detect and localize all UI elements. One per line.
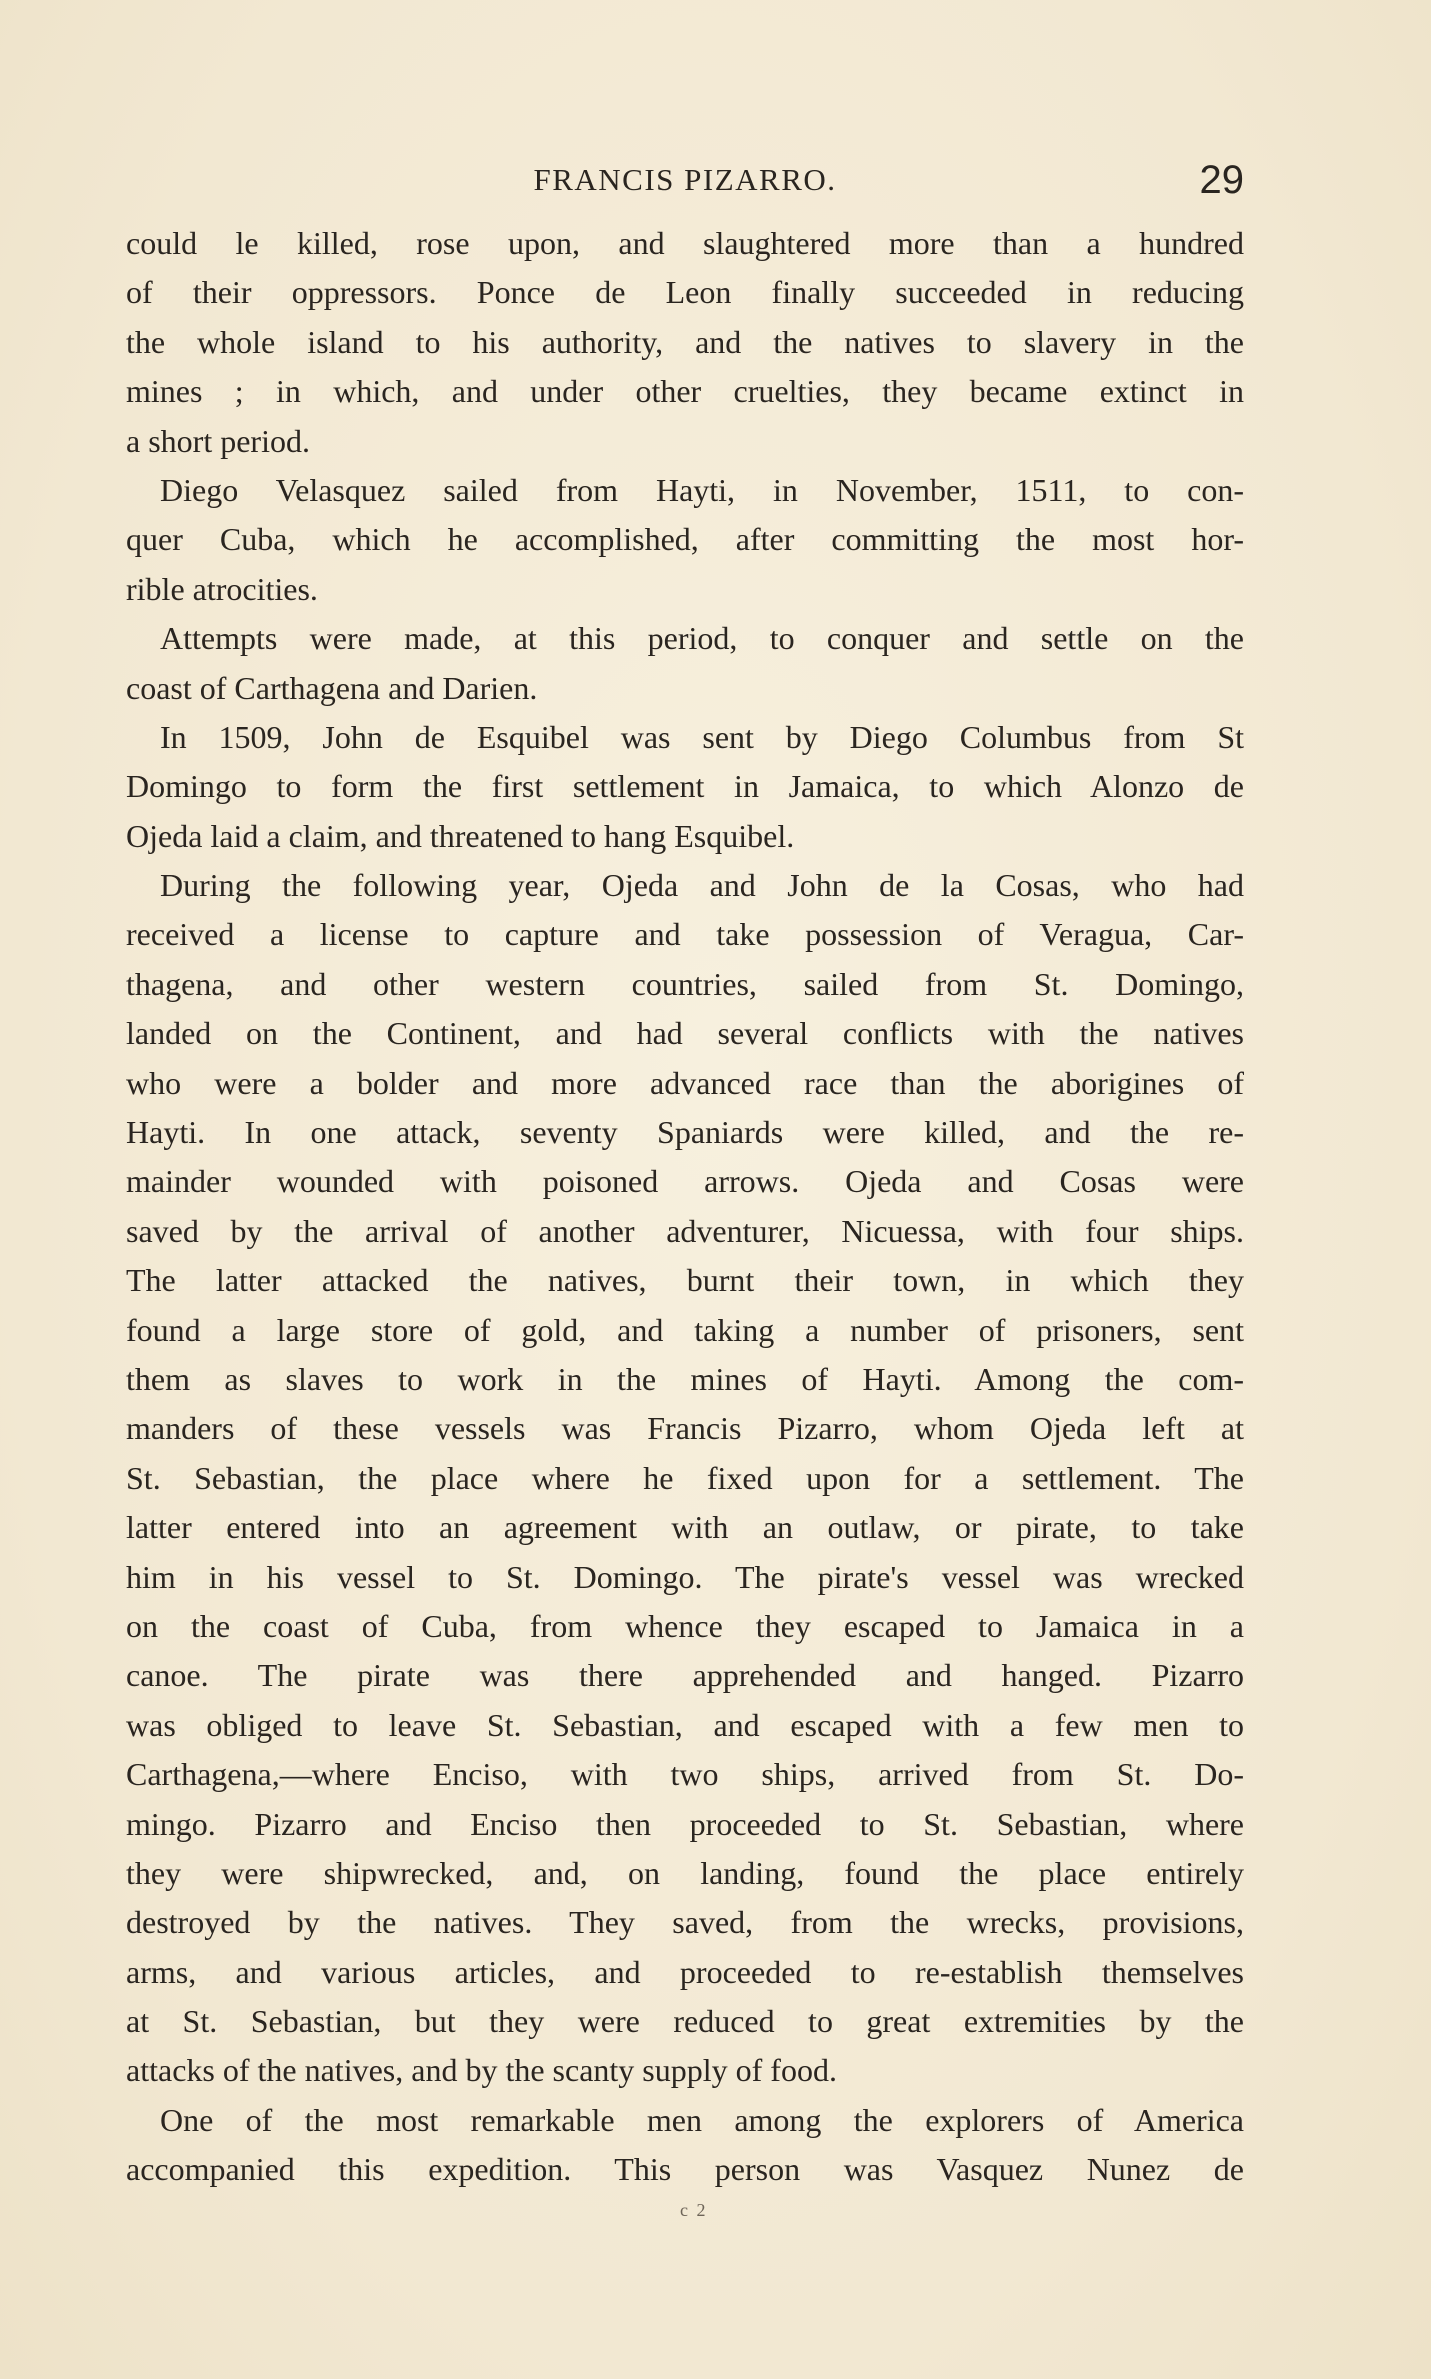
text-line: the whole island to his authority, and the natives to slavery in the [126,323,1244,360]
page-number: 29 [1199,158,1244,202]
page-header [126,158,1244,204]
text-line: who were a bolder and more advanced race than the aborigines of [126,1064,1244,1101]
text-line: him in his vessel to St. Domingo. The pirate's vessel was wrecked [126,1558,1244,1595]
text-line: Ojeda laid a claim, and threatened to hang Esquibel. [126,817,795,854]
text-line: they were shipwrecked, and, on landing, found the place entirely [126,1854,1244,1891]
text-line: One of the most remarkable men among the explorers of America [160,2101,1244,2138]
text-line: was obliged to leave St. Sebastian, and escaped with a few men to [126,1706,1244,1743]
text-line: attacks of the natives, and by the scanty supply of food. [126,2052,837,2089]
text-line: thagena, and other western countries, sailed from St. Domingo, [126,965,1244,1002]
text-line: The latter attacked the natives, burnt their town, in which they [126,1262,1244,1299]
text-line: landed on the Continent, and had several conflicts with the natives [126,1015,1244,1052]
text-line: St. Sebastian, the place where he fixed upon for a settlement. The [126,1459,1244,1496]
text-line: a short period. [126,422,310,459]
text-line: latter entered into an agreement with an outlaw, or pirate, to take [126,1509,1244,1546]
text-line: coast of Carthagena and Darien. [126,669,538,706]
text-line: destroyed by the natives. They saved, from the wrecks, provisions, [126,1904,1244,1941]
text-line: During the following year, Ojeda and John de la Cosas, who had [160,867,1244,904]
text-line: at St. Sebastian, but they were reduced to great extremities by the [126,2003,1244,2040]
text-line: Carthagena,—where Enciso, with two ships, arrived from St. Do- [126,1756,1244,1793]
text-line: mainder wounded with poisoned arrows. Ojeda and Cosas were [126,1163,1244,1200]
text-line: found a large store of gold, and taking a number of prisoners, sent [126,1311,1244,1348]
text-line: accompanied this expedition. This person was Vasquez Nunez de [126,2151,1244,2188]
text-line: on the coast of Cuba, from whence they escaped to Jamaica in a [126,1607,1244,1644]
text-line: quer Cuba, which he accomplished, after committing the most hor- [126,521,1244,558]
text-line: Domingo to form the first settlement in Jamaica, to which Alonzo de [126,768,1244,805]
text-line: them as slaves to work in the mines of Hayti. Among the com- [126,1360,1244,1397]
text-line: rible atrocities. [126,570,318,607]
text-line: Attempts were made, at this period, to conquer and settle on the [160,620,1244,657]
text-line: arms, and various articles, and proceeded to re-establish themselves [126,1953,1244,1990]
text-line: Diego Velasquez sailed from Hayti, in November, 1511, to con- [160,471,1244,508]
text-line: received a license to capture and take possession of Veragua, Car- [126,916,1244,953]
text-line: Hayti. In one attack, seventy Spaniards were killed, and the re- [126,1114,1244,1151]
signature-mark: c 2 [680,2200,708,2220]
running-title: FRANCIS PIZARRO. [533,162,837,197]
text-line: of their oppressors. Ponce de Leon finally succeeded in reducing [126,274,1244,311]
text-line: mingo. Pizarro and Enciso then proceeded to St. Sebastian, where [126,1805,1244,1842]
text-line: manders of these vessels was Francis Pizarro, whom Ojeda left at [126,1410,1244,1447]
text-line: could le killed, rose upon, and slaughtered more than a hundred [126,225,1244,261]
text-line: canoe. The pirate was there apprehended and hanged. Pizarro [126,1657,1244,1694]
body-text [126,219,1244,2195]
text-line: In 1509, John de Esquibel was sent by Diego Columbus from St [160,718,1244,755]
text-line: mines ; in which, and under other cruelties, they became extinct in [126,373,1244,410]
text-line: saved by the arrival of another adventurer, Nicuessa, with four ships. [126,1212,1244,1249]
